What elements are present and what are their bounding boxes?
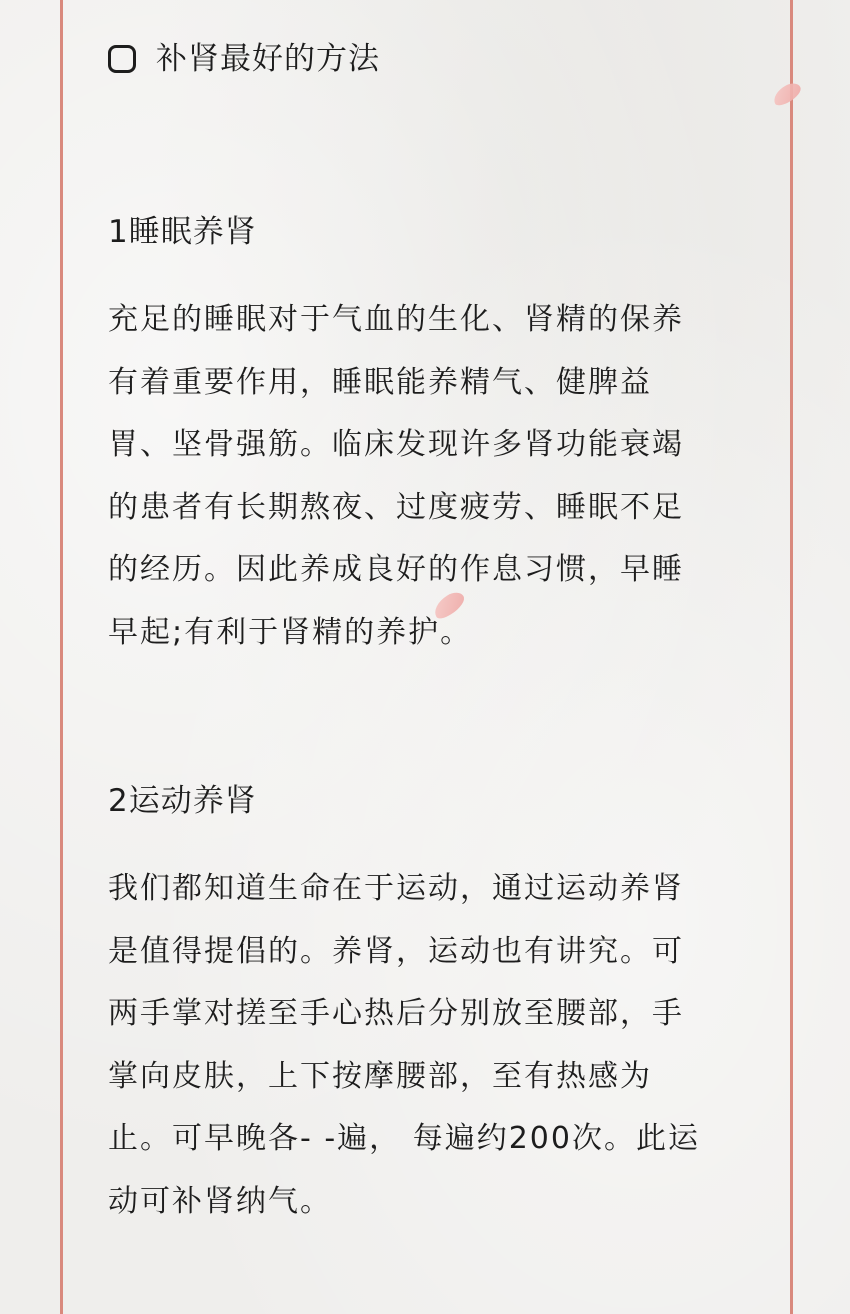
paragraph-line: 有着重要作用，睡眠能养精气、健脾益 [108,364,652,400]
paragraph-line: 我们都知道生命在于运动，通过运动养肾 [108,871,684,906]
section-heading: 2运动养肾 [108,783,257,819]
paragraph-line: 的患者有长期熬夜、过度疲劳、睡眠不足 [108,489,684,525]
paragraph-line: 止。可早晚各- -遍， 每遍约200次。此运 [108,1121,700,1156]
paragraph-line: 两手掌对搓至手心热后分别放至腰部，手 [108,996,684,1031]
paragraph-line: 是值得提倡的。养肾，运动也有讲究。可 [108,933,684,969]
paragraph-line: 充足的睡眠对于气血的生化、肾精的保养 [108,302,684,337]
paragraph-line: 早起;有利于肾精的养护。 [108,614,473,650]
paragraph-line: 的经历。因此养成良好的作息习惯，早睡 [108,552,684,587]
section-heading: 1睡眠养肾 [108,214,257,250]
section-heading-exercise [108,781,748,821]
paragraph-line: 掌向皮肤，上下按摩腰部，至有热感为 [108,1058,652,1094]
paragraph-line: 动可补肾纳气。 [108,1183,332,1219]
section-heading-sleep [108,212,748,252]
section-paragraph-sleep [108,289,748,664]
paragraph-line: 胃、坚骨强筋。临床发现许多肾功能衰竭 [108,427,684,462]
checkbox-icon[interactable] [108,45,136,73]
page-title: 补肾最好的方法 [156,41,380,77]
right-margin-line [790,0,793,1314]
left-margin-line [60,0,63,1314]
title-row [108,38,380,80]
section-paragraph-exercise [108,858,748,1233]
